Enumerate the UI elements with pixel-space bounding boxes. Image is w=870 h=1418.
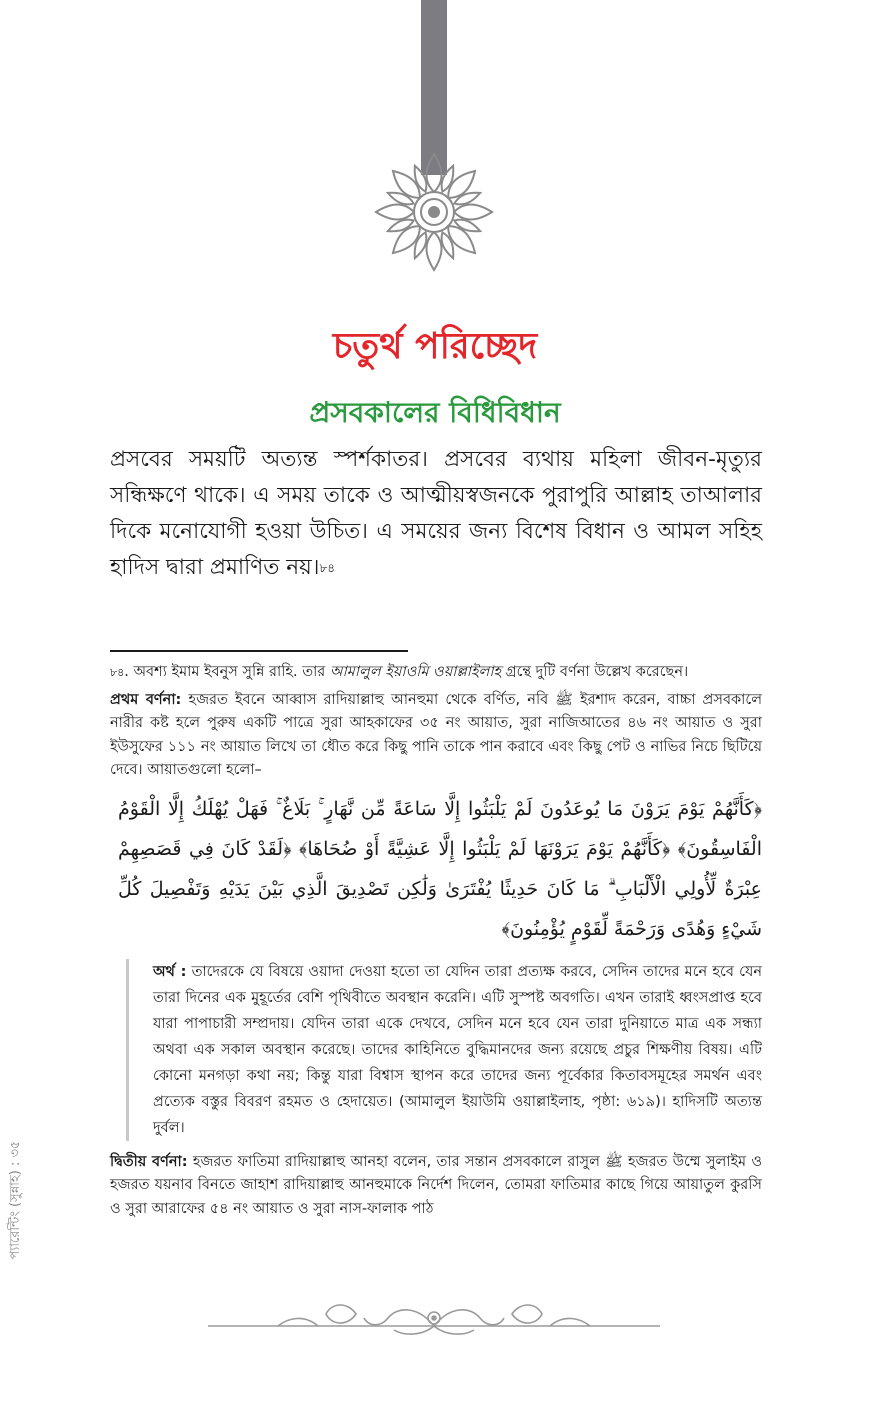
chapter-title: চতুর্থ পরিচ্ছেদ (332, 326, 538, 367)
footnotes (110, 661, 762, 1225)
meaning-label: অর্থ : (153, 963, 187, 980)
section-title: প্রসবকালের বিধিবিধান (309, 396, 561, 429)
arabic-verses: ﴿كَأَنَّهُمْ يَوْمَ يَرَوْنَ مَا يُوعَدُونَ لَمْ يَلْبَثُوا إِلَّا سَاعَةً مِّن نَّهَارٍ ۚ بَلَاغٌ ۚ فَهَلْ يُهْلَكُ إِلَّا الْقَوْمُ الْفَاسِقُونَ﴾ ﴿كَأَنَّهُمْ يَوْمَ يَرَوْنَهَا لَمْ يَلْبَثُوا إِلَّا عَشِيَّةً أَوْ ضُحَاهَا﴾ ﴿لَقَدْ كَانَ فِي قَصَصِهِمْ عِبْرَةٌ لِّأُولِي الْأَلْبَابِ ۗ مَا كَانَ حَدِيثًا يُفْتَرَىٰ وَلَٰكِن تَصْدِيقَ الَّذِي بَيْنَ يَدَيْهِ وَتَفْصِيلَ كُلِّ شَيْءٍ وَهُدًى وَرَحْمَةً لِّقَوْمٍ يُؤْمِنُونَ﴾ (118, 797, 762, 940)
footnote-intro (110, 661, 762, 685)
first-narration (110, 689, 762, 783)
footnote-divider (110, 650, 408, 652)
footnote-intro-text-end: গ্রন্থে দুটি বর্ণনা উল্লেখ করেছেন। (501, 664, 689, 680)
mandala-ornament-icon (370, 148, 498, 276)
page-side-label: প্যারেন্টিং (সুন্নাহ) : ৩৫ (8, 1140, 23, 1260)
second-narration (110, 1151, 762, 1222)
bottom-flourish-icon (208, 1296, 660, 1340)
first-narration-text: হজরত ইবনে আব্বাস রাদিয়াল্লাহু আনহুমা থেকে বর্ণিত, নবি ﷺ ইরশাদ করেন, বাচ্চা প্রসবকালে নারীর কষ্ট হলে পুরুষ একটি পাত্রে সুরা আহকাফের ৩৫ নং আয়াত, সুরা নাজিআতের ৪৬ নং আয়াত ও সুরা ইউসুফের ১১১ নং আয়াত লিখে তা ধৌত করে কিছু পানি তাকে পান করাবে এবং কিছু পেট ও নাভির নিচে ছিটিয়ে দেবে। আয়াতগুলো হলো– (110, 691, 763, 778)
second-narration-label: দ্বিতীয় বর্ণনা: (110, 1153, 188, 1170)
footnote-number: ৮৪ (110, 666, 125, 679)
book-title: আমালুল ইয়াওমি ওয়াল্লাইলাহ (329, 664, 502, 680)
first-narration-label: প্রথম বর্ণনা: (110, 691, 182, 708)
main-paragraph-text: প্রসবের সময়টি অত্যন্ত স্পর্শকাতর। প্রসবের ব্যথায় মহিলা জীবন-মৃত্যুর সন্ধিক্ষণে থাকে। এ সময় তাকে ও আত্মীয়স্বজনকে পুরাপুরি আল্লাহ তাআলার দিকে মনোযোগী হওয়া উচিত। এ সময়ের জন্য বিশেষ বিধান ও আমল সহিহ হাদিস দ্বারা প্রমাণিত নয়। (110, 447, 762, 580)
main-paragraph (110, 442, 762, 586)
meaning-text: তাদেরকে যে বিষয়ে ওয়াদা দেওয়া হতো তা যেদিন তারা প্রত্যক্ষ করবে, সেদিন তাদের মনে হবে যেন তারা দিনের এক মুহূর্তের বেশি পৃথিবীতে অবস্থান করেনি। এটি সুস্পষ্ট অবগতি। এখন তারাই ধ্বংসপ্রাপ্ত হবে যারা পাপাচারী সম্প্রদায়। যেদিন তারা একে দেখবে, সেদিন মনে হবে যেন তারা দুনিয়াতে মাত্র এক সন্ধ্যা অথবা এক সকাল অবস্থান করেছে। তাদের কাহিনিতে বুদ্ধিমানদের জন্য রয়েছে প্রচুর শিক্ষণীয় বিষয়। এটি কোনো মনগড়া কথা নয়; কিন্তু যারা বিশ্বাস স্থাপন করে তাদের জন্য পূর্বেকার কিতাবসমূহের সমর্থন এবং প্রত্যেক বস্তুর বিবরণ রহমত ও হেদায়েত। (আমালুল ইয়াউমি ওয়াল্লাইলাহ, পৃষ্ঠা: ৬১৯)। হাদিসটি অত্যন্ত দুর্বল। (153, 963, 762, 1136)
meaning-block (126, 959, 762, 1141)
footnote-intro-text: . অবশ্য ইমাম ইবনুস সুন্নি রাহি. তার (124, 664, 330, 680)
footnote-reference[interactable]: ৮৪ (319, 561, 336, 575)
second-narration-text: হজরত ফাতিমা রাদিয়াল্লাহু আনহা বলেন, তার সন্তান প্রসবকালে রাসুল ﷺ হজরত উম্মে সুলাইম ও হজরত যয়নাব বিনতে জাহাশ রাদিয়াল্লাহু আনহুমাকে নির্দেশ দিলেন, তোমরা ফাতিমার কাছে গিয়ে আয়াতুল কুরসি ও সুরা আরাফের ৫৪ নং আয়াত ও সুরা নাস-ফালাক পাঠ (110, 1153, 762, 1217)
